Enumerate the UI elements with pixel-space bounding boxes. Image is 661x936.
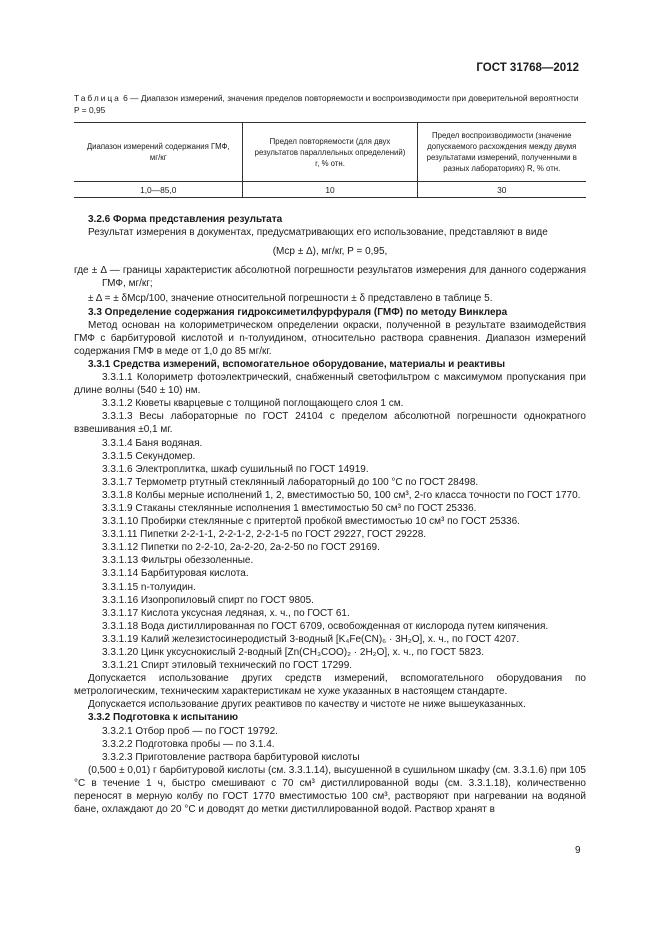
reagent-note: Допускается использование других реактивов по качеству и чистоте не ниже вышеуказанных. [88, 699, 526, 711]
list-item: 3.3.1.19 Калий железистосинеродистый 3-водный [K₄Fe(CN)₆ · 3H₂O], х. ч., по ГОСТ 4207. [102, 633, 520, 645]
list-item: 3.3.1.18 Вода дистиллированная по ГОСТ 6709, освобожденная от кислорода путем кипячения. [102, 620, 549, 632]
table-header-range: Диапазон измерений содержания ГМФ, мг/кг [74, 123, 243, 182]
list-item: 3.3.2.2 Подготовка пробы — по 3.1.4. [102, 738, 275, 750]
list-item: 3.3.2.3 Приготовление раствора барбитуровой кислоты [102, 751, 360, 763]
method-intro: Метод основан на колориметрическом определении окраски, полученной в результате взаимодействия ГМФ с барбитуровой кислотой и n-толуидином, относительно раствора сравнения. Диапазон измерений содержания ГМФ в меде от 1,0 до 85 мг/кг. [74, 319, 586, 357]
where-clause: где ± Δ — границы характеристик абсолютной погрешности результатов измерения для данного содержания ГМФ, мг/кг; [74, 265, 586, 290]
table-header-row [74, 123, 586, 182]
list-item: 3.3.1.7 Термометр ртутный стеклянный лабораторный до 100 °С по ГОСТ 28498. [102, 476, 479, 488]
equipment-note: Допускается использование других средств измерений, вспомогательного оборудования по метрологическим, техническим характеристикам не хуже указанных в настоящем стандарте. [74, 673, 586, 698]
table-row [74, 182, 586, 198]
document-body [74, 213, 586, 816]
table-6 [74, 122, 586, 198]
list-item: 3.3.1.3 Весы лабораторные по ГОСТ 24104 с пределом абсолютной погрешности однократного взвешивания ±0,1 мг. [74, 411, 586, 436]
list-item: 3.3.1.12 Пипетки по 2-2-10, 2а-2-20, 2а-2-50 по ГОСТ 29169. [102, 542, 380, 554]
page-number: 9 [575, 845, 581, 856]
section-3-3-1-heading: 3.3.1 Средства измерений, вспомогательное оборудование, материалы и реактивы [88, 358, 506, 370]
list-item: 3.3.1.9 Стаканы стеклянные исполнения 1 вместимостью 50 см³ по ГОСТ 25336. [102, 502, 477, 514]
list-item: 3.3.1.17 Кислота уксусная ледяная, х. ч., по ГОСТ 61. [102, 607, 350, 619]
list-item: 3.3.2.1 Отбор проб — по ГОСТ 19792. [102, 725, 278, 737]
list-item: 3.3.1.14 Барбитуровая кислота. [102, 568, 249, 580]
result-formula: (Mср ± Δ), мг/кг, P = 0,95, [272, 246, 388, 258]
table-header-repeatability: Предел повторяемости (для двух результатов параллельных определений) r, % отн. [243, 123, 417, 182]
table-cell-range: 1,0—85,0 [74, 182, 243, 198]
list-item: 3.3.1.10 Пробирки стеклянные с притертой пробкой вместимостью 10 см³ по ГОСТ 25336. [102, 516, 520, 528]
table-cell-R: 30 [417, 182, 586, 198]
list-item: 3.3.1.5 Секундомер. [102, 450, 196, 462]
section-3-3-2-heading: 3.3.2 Подготовка к испытанию [88, 712, 239, 724]
list-item: 3.3.1.16 Изопропиловый спирт по ГОСТ 9805. [102, 594, 314, 606]
section-3-3-heading: 3.3 Определение содержания гидроксиметилфурфураля (ГМФ) по методу Винклера [88, 306, 508, 318]
table-caption-text: 6 — Диапазон измерений, значения пределов повторяемости и воспроизводимости при доверительной вероятности P = 0,95 [74, 93, 579, 115]
list-item: 3.3.1.1 Колориметр фотоэлектрический, снабженный светофильтром с максимумом пропускания при длине волны (540 ± 10) нм. [74, 372, 586, 397]
document-header: ГОСТ 31768—2012 [476, 62, 579, 74]
table-header-reproducibility: Предел воспроизводимости (значение допускаемого расхождения между двумя результатами измерений, полученными в разных лабораториях) R, % отн. [417, 123, 586, 182]
list-item: 3.3.1.15 n-толуидин. [102, 581, 196, 593]
list-item: 3.3.1.4 Баня водяная. [102, 437, 203, 449]
table-cell-r: 10 [243, 182, 417, 198]
list-item: 3.3.1.11 Пипетки 2-2-1-1, 2-2-1-2, 2-2-1-5 по ГОСТ 29227, ГОСТ 29228. [102, 529, 427, 541]
list-item: 3.3.1.2 Кюветы кварцевые с толщиной поглощающего слоя 1 см. [102, 398, 404, 410]
list-item: 3.3.1.13 Фильтры обеззоленные. [102, 555, 254, 567]
result-form-paragraph: Результат измерения в документах, предусматривающих его использование, представляют в виде [88, 227, 548, 239]
list-item: 3.3.1.21 Спирт этиловый технический по ГОСТ 17299. [102, 660, 353, 672]
list-item: 3.3.1.6 Электроплитка, шкаф сушильный по ГОСТ 14919. [102, 463, 369, 475]
list-item: 3.3.1.20 Цинк уксуснокислый 2-водный [Zn(CH₃COO)₂ · 2H₂O], х. ч., по ГОСТ 5823. [102, 647, 484, 658]
table-caption-label: Таблица [74, 93, 121, 103]
relative-error-line: ± Δ = ± δMср/100, значение относительной погрешности ± δ представлено в таблице 5. [88, 293, 493, 305]
section-3-2-6-heading: 3.2.6 Форма представления результата [88, 214, 283, 225]
table-caption [74, 93, 586, 116]
list-item: 3.3.1.8 Колбы мерные исполнений 1, 2, вместимостью 50, 100 см³, 2-го класса точности по ГОСТ 1770. [102, 489, 581, 501]
barbituric-solution-paragraph: (0,500 ± 0,01) г барбитуровой кислоты (см. 3.3.1.14), высушенной в сушильном шкафу (см. 3.3.1.6) при 105 °С в течение 1 ч, быстро смешивают с 70 см³ дистиллированной воды (см. 3.3.1.18), количественно переносят в мерную колбу по ГОСТ 1770 вместимостью 100 см³, растворяют при нагревании на водяной бане, охлаждают до 20 °С и доводят до метки дистиллированной водой. Раствор хранят в [74, 764, 586, 816]
